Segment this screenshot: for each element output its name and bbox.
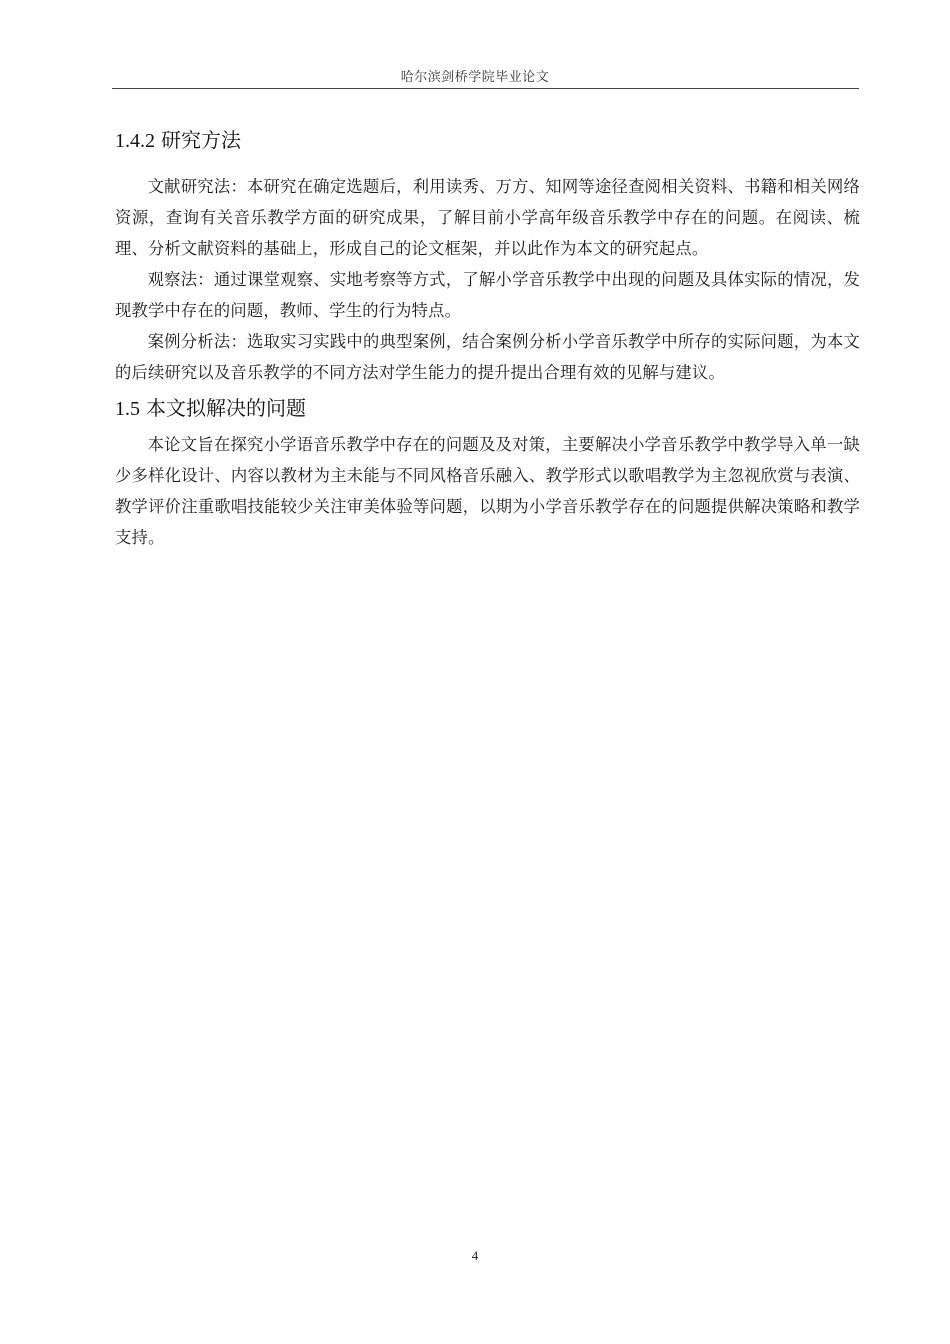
header-divider [112,88,859,89]
paragraph-literature-method: 文献研究法：本研究在确定选题后，利用读秀、万方、知网等途径查阅相关资料、书籍和相关网络资源，查询有关音乐教学方面的研究成果，了解目前小学高年级音乐教学中存在的问题。在阅读、梳理、分析文献资料的基础上，形成自己的论文框架，并以此作为本文的研究起点。 [115,177,860,258]
section-heading-1-4-2 [115,124,860,157]
section-heading-1-5 [115,392,860,425]
page-body [115,124,860,553]
paragraph-case-analysis-method: 案例分析法：选取实习实践中的典型案例，结合案例分析小学音乐教学中所存的实际问题，为本文的后续研究以及音乐教学的不同方法对学生能力的提升提出合理有效的见解与建议。 [115,332,860,382]
section-number: 1.5 [115,398,140,420]
section-title: 本文拟解决的问题 [146,396,306,420]
section-number: 1.4.2 [115,130,155,152]
paragraph-problems-addressed: 本论文旨在探究小学语音乐教学中存在的问题及及对策，主要解决小学音乐教学中教学导入单一缺少多样化设计、内容以教材为主未能与不同风格音乐融入、教学形式以歌唱教学为主忽视欣赏与表演、教学评价注重歌唱技能较少关注审美体验等问题，以期为小学音乐教学存在的问题提供解决策略和教学支持。 [115,435,860,547]
running-header: 哈尔滨剑桥学院毕业论文 [400,70,550,85]
paragraph-observation-method: 观察法：通过课堂观察、实地考察等方式，了解小学音乐教学中出现的问题及具体实际的情况，发现教学中存在的问题，教师、学生的行为特点。 [115,270,860,320]
section-title: 研究方法 [161,128,241,152]
page-number: 4 [471,1248,479,1263]
